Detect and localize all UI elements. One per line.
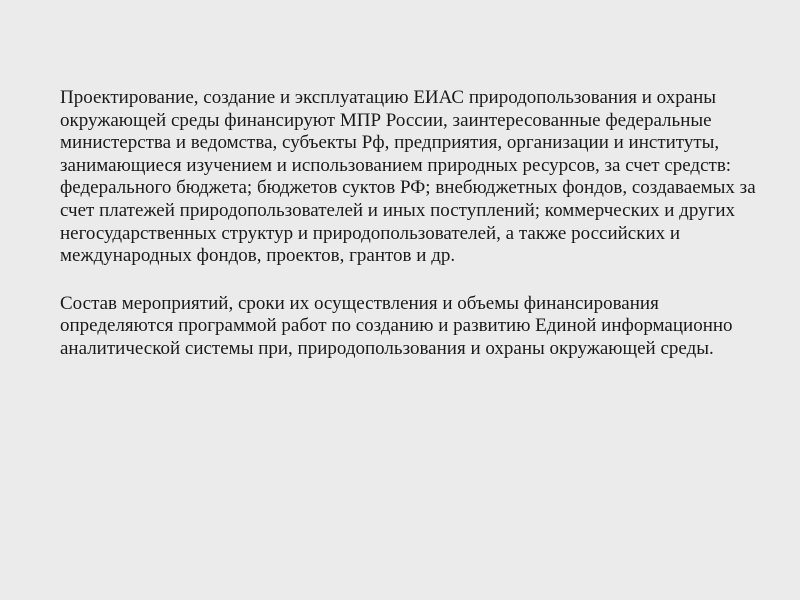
paragraph-program-scope: Состав мероприятий, сроки их осуществления и объемы финансирования определяются программой работ по созданию и развитию Единой информационно аналитической системы при, природопользования и охраны окружающей среды. [60, 292, 733, 359]
slide-text-body [60, 87, 760, 361]
paragraph-financing-sources: Проектирование, создание и эксплуатацию ЕИАС природопользования и охраны окружающей среды финансируют МПР России, заинтересованные федеральные министерства и ведомства, субъекты Рф, предприятия, организации и институты, занимающиеся изучением и использованием природных ресурсов, за счет средств: федерального бюджета; бюджетов суктов РФ; внебюджетных фондов, создаваемых за счет платежей природопользователей и иных поступлений; коммерческих и других негосударственных структур и природопользователей, а также российских и международных фондов, проектов, грантов и др. [60, 87, 756, 267]
